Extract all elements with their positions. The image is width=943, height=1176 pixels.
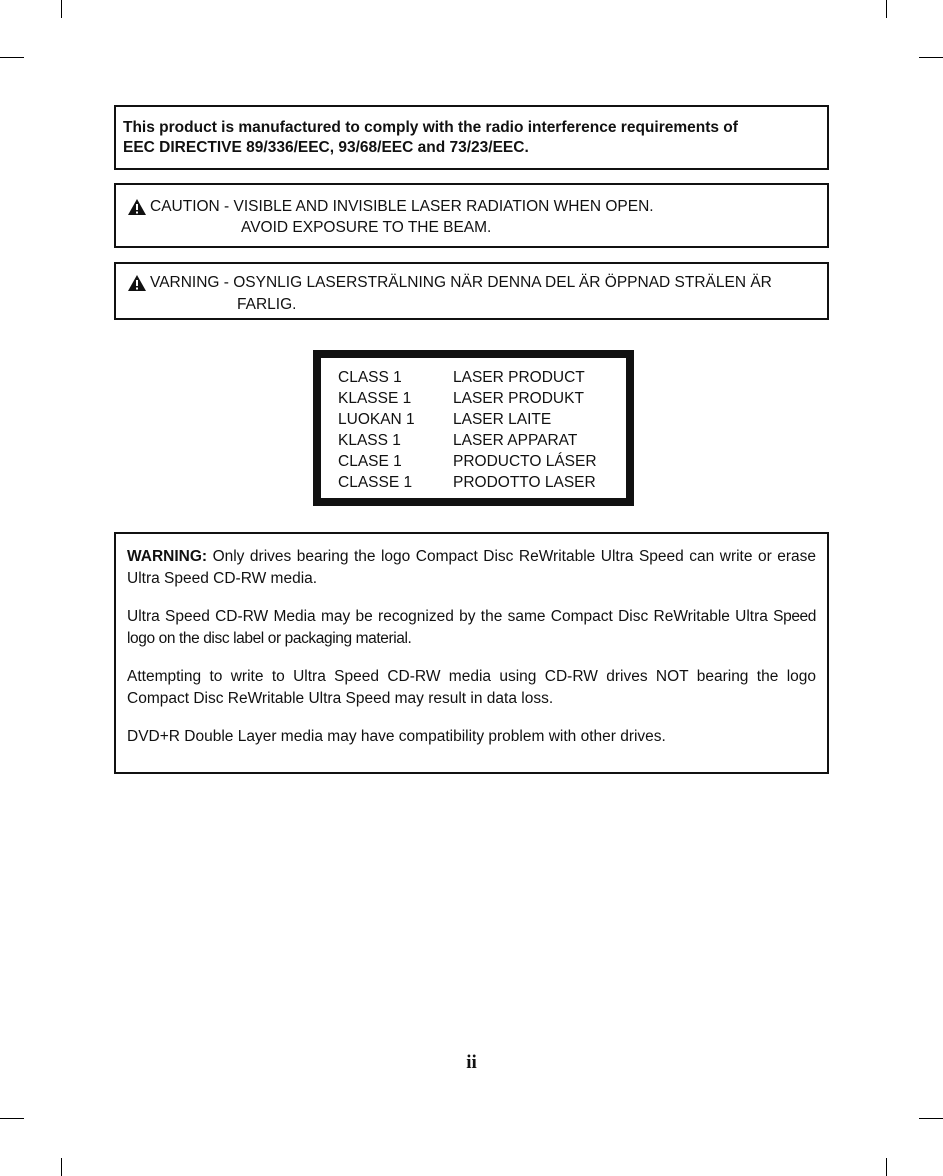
page-number: ii [466, 1052, 477, 1073]
warning-paragraph [127, 546, 816, 590]
varning-text: FARLIG. [237, 296, 297, 313]
laser-label-row [338, 472, 626, 493]
varning-text: VARNING - OSYNLIG LASERSTRÄLNING NÄR DENNA DEL ÄR ÖPPNAD STRÄLEN ÄR [150, 274, 772, 291]
caution-text: CAUTION - VISIBLE AND INVISIBLE LASER RADIATION WHEN OPEN. [150, 198, 654, 215]
laser-label-row [338, 388, 626, 409]
laser-class-label [313, 350, 634, 506]
crop-mark [886, 0, 887, 18]
laser-class: KLASS 1 [338, 432, 401, 449]
compliance-line: This product is manufactured to comply with the radio interference requirements of [123, 119, 738, 136]
laser-product: PRODOTTO LASER [453, 474, 596, 491]
laser-product: LASER LAITE [453, 411, 552, 428]
crop-mark [61, 0, 62, 18]
compliance-notice [114, 105, 829, 170]
crop-mark [919, 57, 943, 58]
warning-triangle-icon [127, 274, 147, 292]
warning-text: Ultra Speed CD-RW Media may be recognized by the same Compact Disc ReWritable Ultra [127, 608, 768, 625]
crop-mark [919, 1118, 943, 1119]
caution-text: AVOID EXPOSURE TO THE BEAM. [241, 219, 492, 236]
laser-class: CLASSE 1 [338, 474, 413, 491]
warning-paragraph [127, 606, 816, 650]
warning-lead: WARNING: [127, 548, 208, 565]
laser-class: CLASE 1 [338, 453, 402, 470]
varning-notice [114, 262, 829, 320]
laser-product: LASER APPARAT [453, 432, 578, 449]
laser-product: LASER PRODUCT [453, 369, 585, 386]
laser-label-row [338, 430, 626, 451]
crop-mark [0, 1118, 24, 1119]
laser-product: PRODUCTO LÁSER [453, 453, 597, 470]
laser-class: CLASS 1 [338, 369, 402, 386]
laser-product: LASER PRODUKT [453, 390, 584, 407]
compliance-line: EEC DIRECTIVE 89/336/EEC, 93/68/EEC and 73/23/EEC. [123, 139, 529, 156]
warning-paragraph: DVD+R Double Layer media may have compatibility problem with other drives. [127, 728, 666, 745]
caution-notice [114, 183, 829, 248]
crop-mark [0, 57, 24, 58]
warning-triangle-icon [127, 198, 147, 216]
ultra-speed-warning [114, 532, 829, 774]
warning-text: Speed logo on the disc label or packaging material. [127, 608, 816, 647]
crop-mark [886, 1158, 887, 1176]
laser-label-row [338, 451, 626, 472]
crop-mark [61, 1158, 62, 1176]
laser-class: LUOKAN 1 [338, 411, 415, 428]
laser-class: KLASSE 1 [338, 390, 412, 407]
warning-paragraph: Attempting to write to Ultra Speed CD-RW media using CD-RW drives NOT bearing the logo Compact Disc ReWritable Ultra Speed may result in data loss. [127, 668, 816, 707]
laser-label-row [338, 409, 626, 430]
laser-label-row [338, 367, 626, 388]
warning-text: Only drives bearing the logo Compact Disc ReWritable Ultra Speed can write or erase Ultra Speed CD-RW media. [127, 548, 816, 587]
